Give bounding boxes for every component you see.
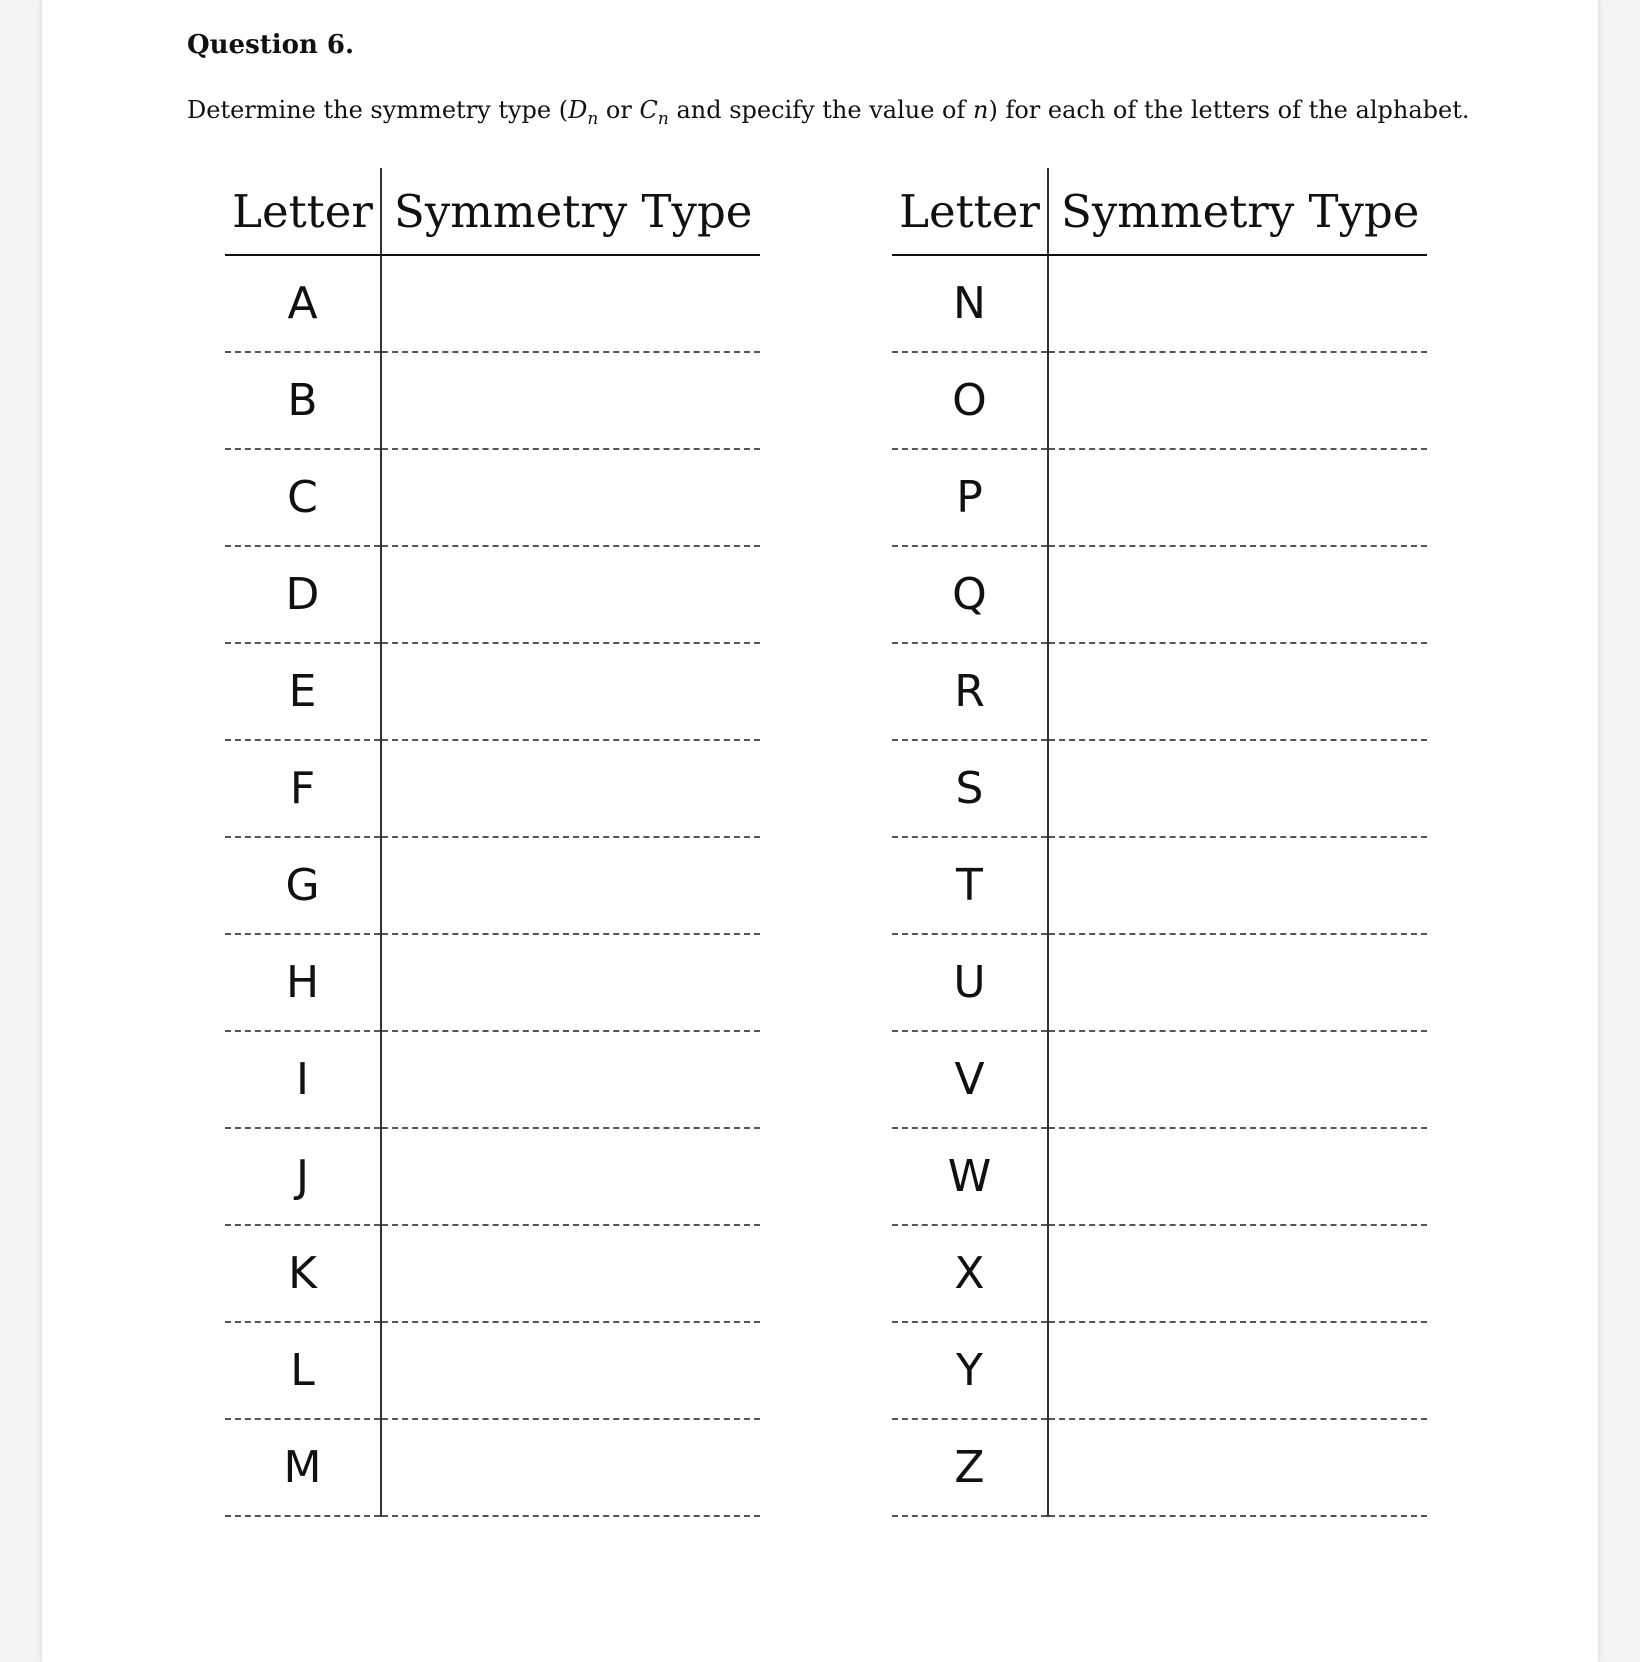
symmetry-type-answer-cell[interactable] [1048, 1225, 1427, 1322]
letter-cell: O [892, 352, 1048, 449]
table-row [892, 546, 1427, 643]
table-row [892, 837, 1427, 934]
table-row [225, 1031, 760, 1128]
symmetry-type-answer-cell[interactable] [381, 1322, 760, 1419]
instruction-text-1: Determine the symmetry type ( [187, 96, 569, 124]
letter-column-header: Letter [225, 168, 381, 255]
letter-cell: P [892, 449, 1048, 546]
letter-cell: Z [892, 1419, 1048, 1516]
question-instruction [187, 96, 1470, 129]
letter-cell: G [225, 837, 381, 934]
letter-cell: Y [892, 1322, 1048, 1419]
letter-cell: Q [892, 546, 1048, 643]
letter-cell: B [225, 352, 381, 449]
symmetry-type-answer-cell[interactable] [381, 449, 760, 546]
symmetry-type-answer-cell[interactable] [381, 643, 760, 740]
table-row [225, 740, 760, 837]
letter-cell: T [892, 837, 1048, 934]
symmetry-type-answer-cell[interactable] [1048, 837, 1427, 934]
dihedral-subscript: n [587, 109, 599, 129]
symmetry-type-answer-cell[interactable] [1048, 255, 1427, 352]
letter-cell: F [225, 740, 381, 837]
symmetry-type-answer-cell[interactable] [1048, 1031, 1427, 1128]
dihedral-symbol: D [568, 96, 588, 124]
symmetry-type-column-header: Symmetry Type [381, 168, 760, 255]
symmetry-type-answer-cell[interactable] [1048, 934, 1427, 1031]
table-row [892, 643, 1427, 740]
symmetry-type-answer-cell[interactable] [1048, 352, 1427, 449]
letter-cell: K [225, 1225, 381, 1322]
letter-cell: H [225, 934, 381, 1031]
table-row [225, 546, 760, 643]
symmetry-type-answer-cell[interactable] [381, 1128, 760, 1225]
letter-cell: U [892, 934, 1048, 1031]
letter-cell: D [225, 546, 381, 643]
question-title: Question 6. [187, 30, 355, 60]
symmetry-type-column-header: Symmetry Type [1048, 168, 1427, 255]
symmetry-type-answer-cell[interactable] [381, 837, 760, 934]
table-row [225, 837, 760, 934]
letter-cell: J [225, 1128, 381, 1225]
symmetry-type-answer-cell[interactable] [1048, 1322, 1427, 1419]
symmetry-type-answer-cell[interactable] [381, 1225, 760, 1322]
letter-cell: M [225, 1419, 381, 1516]
instruction-text-3: ) for each of the letters of the alphabet. [988, 96, 1470, 124]
symmetry-type-answer-cell[interactable] [1048, 449, 1427, 546]
symmetry-type-answer-cell[interactable] [381, 1031, 760, 1128]
symmetry-type-answer-cell[interactable] [1048, 740, 1427, 837]
instruction-text-2: and specify the value of [668, 96, 973, 124]
symmetry-type-answer-cell[interactable] [1048, 643, 1427, 740]
table-header-row [225, 168, 760, 255]
cyclic-symbol: C [639, 96, 658, 124]
letter-cell: A [225, 255, 381, 352]
letter-cell: V [892, 1031, 1048, 1128]
symmetry-type-answer-cell[interactable] [381, 352, 760, 449]
table-row [892, 352, 1427, 449]
letter-cell: E [225, 643, 381, 740]
table-row [225, 1322, 760, 1419]
symmetry-type-answer-cell[interactable] [381, 934, 760, 1031]
symmetry-type-answer-cell[interactable] [1048, 546, 1427, 643]
table-row [225, 449, 760, 546]
table-row [225, 255, 760, 352]
letter-cell: I [225, 1031, 381, 1128]
table-header-row [892, 168, 1427, 255]
letter-cell: C [225, 449, 381, 546]
letter-cell: S [892, 740, 1048, 837]
table-row [892, 1128, 1427, 1225]
table-row [892, 449, 1427, 546]
or-word: or [598, 96, 640, 124]
table-row [892, 255, 1427, 352]
symmetry-type-answer-cell[interactable] [1048, 1128, 1427, 1225]
table-row [225, 1128, 760, 1225]
symmetry-type-answer-cell[interactable] [381, 740, 760, 837]
table-row [225, 934, 760, 1031]
cyclic-subscript: n [657, 109, 669, 129]
table-row [892, 1322, 1427, 1419]
symmetry-table-left [225, 168, 760, 1517]
symmetry-type-answer-cell[interactable] [381, 255, 760, 352]
symmetry-type-answer-cell[interactable] [381, 1419, 760, 1516]
letter-column-header: Letter [892, 168, 1048, 255]
symmetry-type-answer-cell[interactable] [1048, 1419, 1427, 1516]
letter-cell: X [892, 1225, 1048, 1322]
table-row [225, 352, 760, 449]
table-row [892, 1031, 1427, 1128]
table-row [225, 1225, 760, 1322]
table-row [225, 643, 760, 740]
document-page [42, 0, 1598, 1662]
symmetry-type-answer-cell[interactable] [381, 546, 760, 643]
table-row [892, 1419, 1427, 1516]
table-row [892, 1225, 1427, 1322]
table-row [225, 1419, 760, 1516]
table-row [892, 934, 1427, 1031]
letter-cell: W [892, 1128, 1048, 1225]
table-row [892, 740, 1427, 837]
letter-cell: N [892, 255, 1048, 352]
n-variable: n [973, 96, 989, 124]
symmetry-table-right [892, 168, 1427, 1517]
letter-cell: R [892, 643, 1048, 740]
letter-cell: L [225, 1322, 381, 1419]
